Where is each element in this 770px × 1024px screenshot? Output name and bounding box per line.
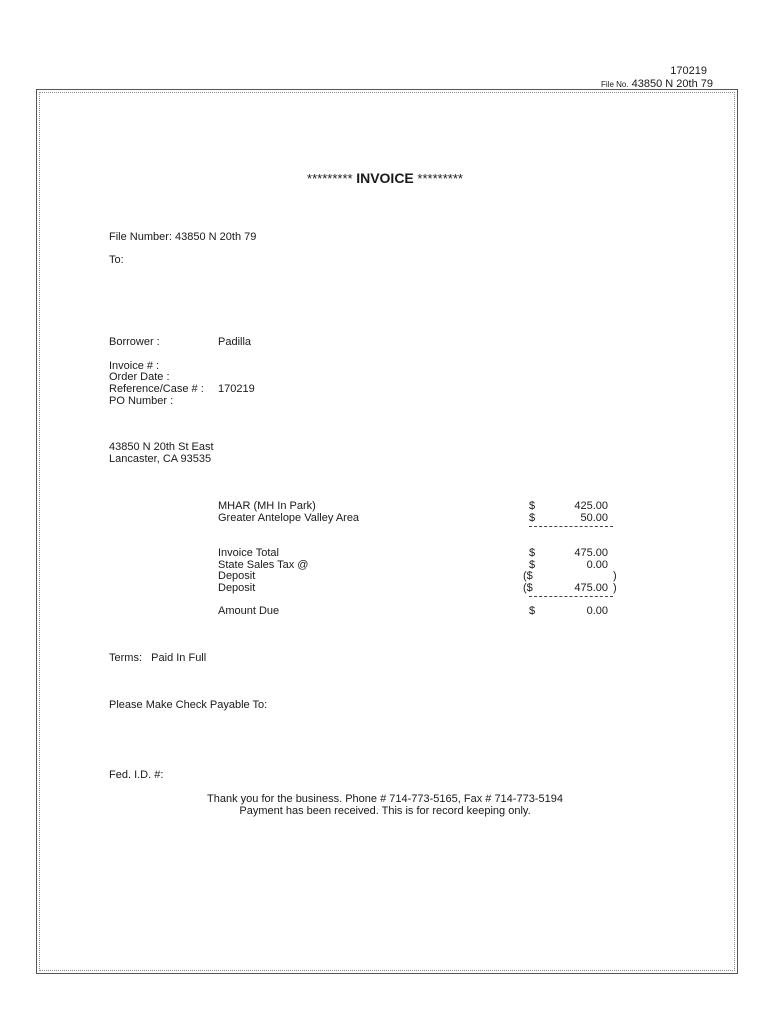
title-word: INVOICE: [356, 170, 414, 186]
footer-thanks: Thank you for the business. Phone # 714-773-5165, Fax # 714-773-5194: [207, 793, 563, 805]
property-city: Lancaster, CA 93535: [109, 453, 212, 465]
invoice-number-label: Invoice # :: [109, 360, 160, 372]
deposit-label: Deposit: [218, 582, 256, 594]
title-stars-left: *********: [307, 171, 353, 186]
page-border-inner: [39, 92, 735, 971]
line-item-description: Greater Antelope Valley Area: [218, 512, 360, 524]
amount-due-currency: $: [529, 605, 536, 617]
terms-label: Terms:: [109, 652, 142, 664]
line-item-amount: 425.00: [574, 500, 608, 512]
reference-case-value: 170219: [218, 383, 255, 395]
payable-to-label: Please Make Check Payable To:: [109, 699, 268, 711]
borrower-label: Borrower :: [109, 336, 160, 348]
header-reference: 170219: [670, 65, 707, 77]
amount-due-label: Amount Due: [218, 605, 280, 617]
deposit-close-paren: ): [613, 570, 617, 582]
header-file-value: 43850 N 20th 79: [631, 78, 713, 90]
deposit-label: Deposit: [218, 570, 256, 582]
deposit-currency: ($: [523, 570, 533, 582]
total-rule: [529, 596, 613, 597]
sales-tax-amount: 0.00: [586, 559, 608, 571]
terms-value: Paid In Full: [151, 652, 207, 664]
invoice-title: [0, 170, 770, 186]
to-label: To:: [109, 254, 124, 266]
header-file-label: File No.: [601, 80, 629, 89]
line-item-currency: $: [529, 512, 536, 524]
property-street: 43850 N 20th St East: [109, 441, 214, 453]
amount-due-amount: 0.00: [586, 605, 608, 617]
borrower-value: Padilla: [218, 336, 252, 348]
line-item-description: MHAR (MH In Park): [218, 500, 316, 512]
po-number-label: PO Number :: [109, 395, 174, 407]
title-stars-right: *********: [417, 171, 463, 186]
invoice-total-label: Invoice Total: [218, 547, 279, 559]
sales-tax-label: State Sales Tax @: [218, 559, 309, 571]
order-date-label: Order Date :: [109, 371, 170, 383]
terms-line: [109, 652, 206, 664]
line-item-currency: $: [529, 500, 536, 512]
line-item-amount: 50.00: [580, 512, 608, 524]
file-number-line: File Number: 43850 N 20th 79: [109, 231, 257, 243]
invoice-total-amount: 475.00: [574, 547, 608, 559]
footer-note: Payment has been received. This is for record keeping only.: [239, 805, 531, 817]
deposit-close-paren: ): [613, 582, 617, 594]
subtotal-rule: [529, 526, 613, 527]
fed-id-label: Fed. I.D. #:: [109, 769, 164, 781]
deposit-amount: 475.00: [574, 582, 608, 594]
deposit-currency: ($: [523, 582, 533, 594]
reference-case-label: Reference/Case # :: [109, 383, 204, 395]
sales-tax-currency: $: [529, 559, 536, 571]
invoice-total-currency: $: [529, 547, 536, 559]
